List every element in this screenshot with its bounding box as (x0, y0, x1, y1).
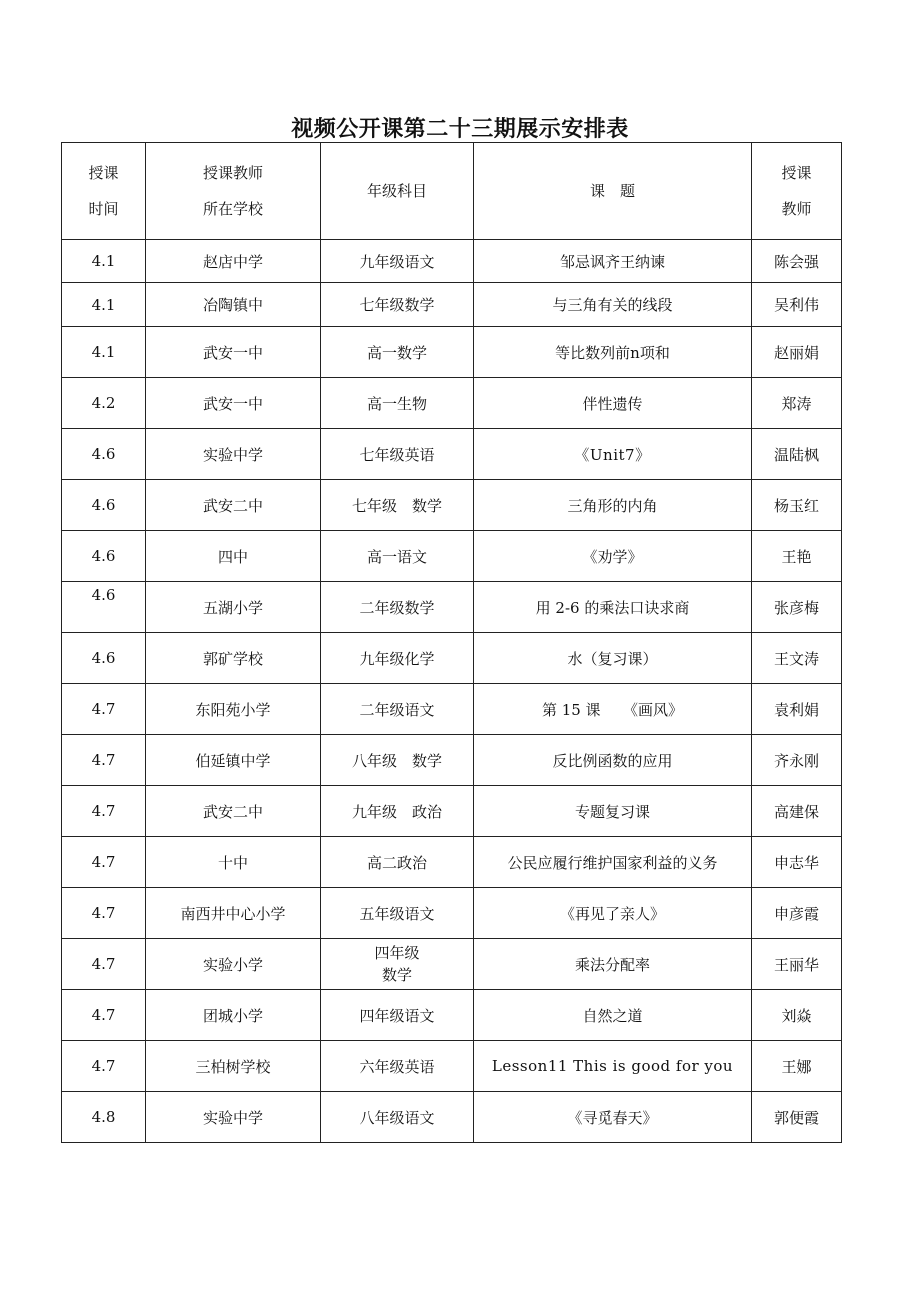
cell-school: 伯延镇中学 (146, 735, 321, 786)
cell-date: 4.7 (62, 990, 146, 1041)
cell-grade: 九年级语文 (321, 240, 474, 283)
header-grade: 年级科目 (321, 143, 474, 240)
cell-date: 4.7 (62, 837, 146, 888)
cell-teacher: 郑涛 (752, 378, 842, 429)
cell-teacher: 王艳 (752, 531, 842, 582)
cell-school: 实验中学 (146, 1092, 321, 1143)
cell-teacher: 陈会强 (752, 240, 842, 283)
table-row (62, 327, 842, 378)
cell-date: 4.7 (62, 939, 146, 990)
cell-date: 4.7 (62, 786, 146, 837)
table-row (62, 1092, 842, 1143)
cell-school: 东阳苑小学 (146, 684, 321, 735)
cell-grade: 七年级数学 (321, 283, 474, 327)
table-row (62, 888, 842, 939)
cell-school: 三柏树学校 (146, 1041, 321, 1092)
cell-date: 4.8 (62, 1092, 146, 1143)
cell-school: 实验小学 (146, 939, 321, 990)
cell-date: 4.7 (62, 684, 146, 735)
header-date: 授课 时间 (62, 143, 146, 240)
cell-topic: Lesson11 This is good for you (474, 1041, 752, 1092)
cell-teacher: 申彦霞 (752, 888, 842, 939)
cell-teacher: 申志华 (752, 837, 842, 888)
cell-topic: 三角形的内角 (474, 480, 752, 531)
cell-date: 4.7 (62, 735, 146, 786)
table-row (62, 1041, 842, 1092)
cell-school: 武安一中 (146, 378, 321, 429)
cell-teacher: 郭便霞 (752, 1092, 842, 1143)
cell-teacher: 吴利伟 (752, 283, 842, 327)
table-row (62, 378, 842, 429)
cell-teacher: 王丽华 (752, 939, 842, 990)
header-school: 授课教师 所在学校 (146, 143, 321, 240)
cell-teacher: 齐永刚 (752, 735, 842, 786)
cell-school: 赵店中学 (146, 240, 321, 283)
cell-date: 4.6 (62, 633, 146, 684)
cell-topic: 《劝学》 (474, 531, 752, 582)
cell-school: 武安二中 (146, 480, 321, 531)
cell-topic: 与三角有关的线段 (474, 283, 752, 327)
cell-teacher: 高建保 (752, 786, 842, 837)
cell-teacher: 温陆枫 (752, 429, 842, 480)
cell-date: 4.1 (62, 327, 146, 378)
cell-teacher: 刘焱 (752, 990, 842, 1041)
cell-teacher: 王娜 (752, 1041, 842, 1092)
cell-school: 四中 (146, 531, 321, 582)
cell-date: 4.6 (62, 480, 146, 531)
schedule-table (61, 142, 842, 1143)
cell-school: 五湖小学 (146, 582, 321, 633)
cell-grade: 二年级数学 (321, 582, 474, 633)
table-row (62, 283, 842, 327)
cell-topic: 专题复习课 (474, 786, 752, 837)
cell-teacher: 杨玉红 (752, 480, 842, 531)
cell-grade: 六年级英语 (321, 1041, 474, 1092)
cell-topic: 反比例函数的应用 (474, 735, 752, 786)
cell-teacher: 张彦梅 (752, 582, 842, 633)
cell-grade: 九年级化学 (321, 633, 474, 684)
page-title: 视频公开课第二十三期展示安排表 (291, 117, 629, 142)
cell-topic: 用 2-6 的乘法口诀求商 (474, 582, 752, 633)
table-row (62, 990, 842, 1041)
cell-topic: 公民应履行维护国家利益的义务 (474, 837, 752, 888)
cell-grade-line: 四年级 (374, 944, 420, 962)
cell-topic: 等比数列前n项和 (474, 327, 752, 378)
header-teacher: 授课 教师 (752, 143, 842, 240)
cell-date: 4.6 (62, 531, 146, 582)
table-row (62, 939, 842, 990)
cell-school: 冶陶镇中 (146, 283, 321, 327)
cell-topic: 水（复习课） (474, 633, 752, 684)
table-row (62, 531, 842, 582)
table-row (62, 786, 842, 837)
table-row (62, 684, 842, 735)
cell-teacher: 王文涛 (752, 633, 842, 684)
cell-grade: 高一数学 (321, 327, 474, 378)
cell-grade: 高一语文 (321, 531, 474, 582)
cell-school: 团城小学 (146, 990, 321, 1041)
table-row (62, 240, 842, 283)
table-row (62, 480, 842, 531)
cell-grade: 七年级 数学 (321, 480, 474, 531)
cell-grade: 八年级 数学 (321, 735, 474, 786)
header-topic: 课 题 (474, 143, 752, 240)
cell-grade-line: 数学 (381, 966, 412, 984)
cell-grade: 四年级语文 (321, 990, 474, 1041)
table-row (62, 633, 842, 684)
cell-grade (321, 939, 474, 990)
cell-date: 4.1 (62, 240, 146, 283)
table-row (62, 582, 842, 633)
cell-teacher: 袁利娟 (752, 684, 842, 735)
table-row (62, 429, 842, 480)
cell-topic: 第 15 课 《画风》 (474, 684, 752, 735)
cell-teacher: 赵丽娟 (752, 327, 842, 378)
cell-school: 郭矿学校 (146, 633, 321, 684)
table-row (62, 735, 842, 786)
cell-date: 4.2 (62, 378, 146, 429)
cell-grade: 高二政治 (321, 837, 474, 888)
cell-date: 4.6 (62, 429, 146, 480)
cell-grade: 二年级语文 (321, 684, 474, 735)
cell-date: 4.7 (62, 888, 146, 939)
cell-school: 武安一中 (146, 327, 321, 378)
cell-school: 实验中学 (146, 429, 321, 480)
cell-grade: 八年级语文 (321, 1092, 474, 1143)
cell-date: 4.7 (62, 1041, 146, 1092)
header-row (62, 143, 842, 240)
cell-date: 4.6 (62, 582, 146, 633)
cell-grade: 五年级语文 (321, 888, 474, 939)
cell-topic: 乘法分配率 (474, 939, 752, 990)
cell-topic: 伴性遗传 (474, 378, 752, 429)
cell-school: 南西井中心小学 (146, 888, 321, 939)
table-row (62, 837, 842, 888)
cell-school: 十中 (146, 837, 321, 888)
cell-date: 4.1 (62, 283, 146, 327)
cell-grade: 七年级英语 (321, 429, 474, 480)
cell-grade: 九年级 政治 (321, 786, 474, 837)
cell-school: 武安二中 (146, 786, 321, 837)
cell-topic: 邹忌讽齐王纳谏 (474, 240, 752, 283)
cell-topic: 《Unit7》 (474, 429, 752, 480)
cell-topic: 《再见了亲人》 (474, 888, 752, 939)
cell-grade: 高一生物 (321, 378, 474, 429)
cell-topic: 《寻觅春天》 (474, 1092, 752, 1143)
cell-topic: 自然之道 (474, 990, 752, 1041)
